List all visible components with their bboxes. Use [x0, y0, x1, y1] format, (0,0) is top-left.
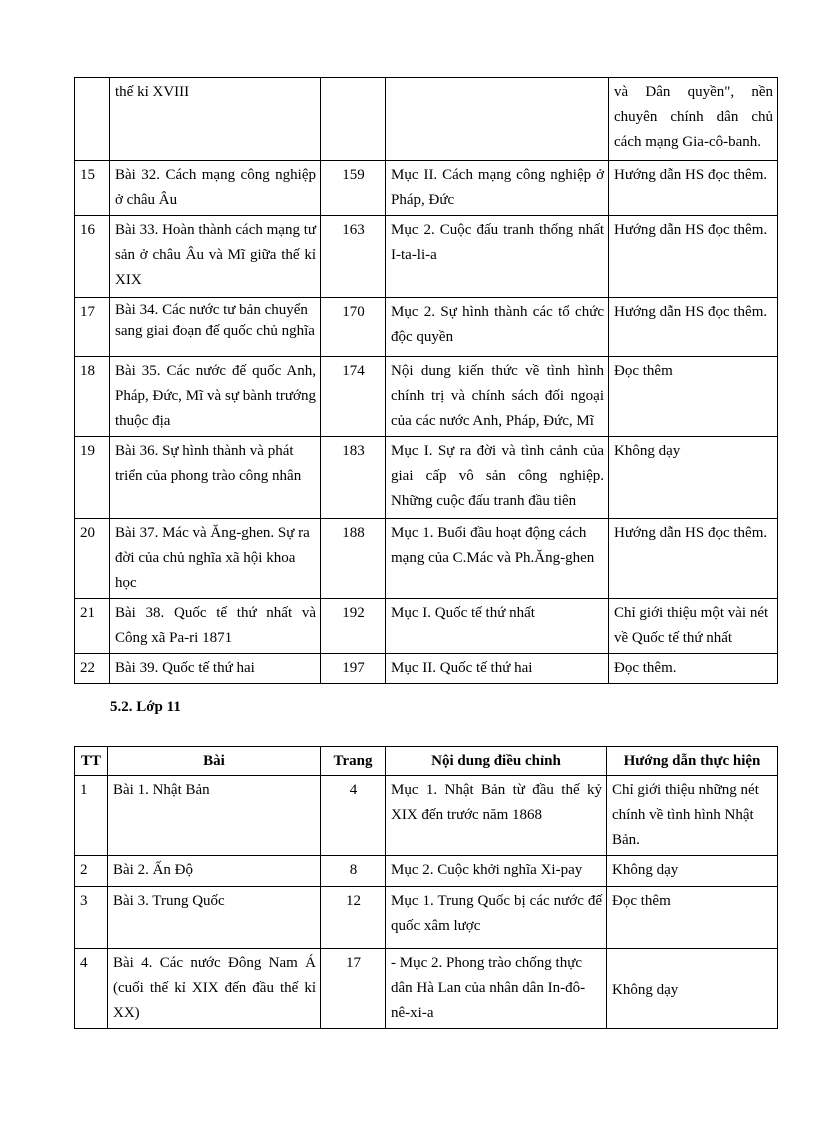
table-row	[75, 599, 778, 654]
cell-huongdan: Hướng dẫn HS đọc thêm.	[609, 161, 778, 216]
cell-bai: Bài 38. Quốc tế thứ nhất và Công xã Pa-ri 1871	[110, 599, 321, 654]
table-row	[75, 654, 778, 684]
cell-tt: 19	[75, 437, 110, 519]
cell-tt: 4	[75, 949, 108, 1029]
cell-noidung	[386, 78, 609, 161]
cell-bai: Bài 35. Các nước đế quốc Anh, Pháp, Đức, Mĩ và sự bành trướng thuộc địa	[110, 357, 321, 437]
cell-huongdan: Đọc thêm	[609, 357, 778, 437]
cell-huongdan: Hướng dẫn HS đọc thêm.	[609, 216, 778, 298]
cell-tt: 22	[75, 654, 110, 684]
curriculum-table-grade-11	[74, 746, 778, 1029]
header-noidung: Nội dung điều chỉnh	[386, 747, 607, 776]
table-row	[75, 437, 778, 519]
cell-bai: Bài 2. Ấn Độ	[108, 856, 321, 887]
cell-trang: 163	[321, 216, 386, 298]
header-tt: TT	[75, 747, 108, 776]
cell-noidung: Mục 2. Sự hình thành các tổ chức độc quyền	[386, 298, 609, 357]
table-row	[75, 78, 778, 161]
cell-trang: 197	[321, 654, 386, 684]
cell-tt: 1	[75, 776, 108, 856]
section-title: 5.2. Lớp 11	[110, 699, 181, 715]
table-row	[75, 887, 778, 949]
cell-tt: 15	[75, 161, 110, 216]
cell-bai: Bài 37. Mác và Ăng-ghen. Sự ra đời của chủ nghĩa xã hội khoa học	[110, 519, 321, 599]
cell-noidung: Mục I. Quốc tế thứ nhất	[386, 599, 609, 654]
cell-tt: 16	[75, 216, 110, 298]
cell-trang: 170	[321, 298, 386, 357]
cell-huongdan: Chỉ giới thiệu những nét chính về tình hình Nhật Bản.	[607, 776, 778, 856]
table-row	[75, 357, 778, 437]
table-row	[75, 519, 778, 599]
cell-bai: thế kỉ XVIII	[110, 78, 321, 161]
cell-noidung: Mục 1. Nhật Bản từ đầu thế kỷ XIX đến trước năm 1868	[386, 776, 607, 856]
cell-huongdan: Đọc thêm.	[609, 654, 778, 684]
cell-trang: 159	[321, 161, 386, 216]
cell-noidung: Mục 1. Buổi đầu hoạt động cách mạng của C.Mác và Ph.Ăng-ghen	[386, 519, 609, 599]
cell-bai: Bài 4. Các nước Đông Nam Á (cuối thế kỉ XIX đến đầu thế kỉ XX)	[108, 949, 321, 1029]
cell-trang	[321, 78, 386, 161]
cell-tt	[75, 78, 110, 161]
cell-trang: 8	[321, 856, 386, 887]
cell-tt: 3	[75, 887, 108, 949]
header-huongdan: Hướng dẫn thực hiện	[607, 747, 778, 776]
cell-bai: Bài 39. Quốc tế thứ hai	[110, 654, 321, 684]
header-trang: Trang	[321, 747, 386, 776]
cell-tt: 2	[75, 856, 108, 887]
cell-trang: 183	[321, 437, 386, 519]
cell-noidung: Mục 2. Cuộc đấu tranh thống nhất I-ta-li-a	[386, 216, 609, 298]
cell-tt: 21	[75, 599, 110, 654]
cell-huongdan: Hướng dẫn HS đọc thêm.	[609, 519, 778, 599]
cell-noidung: Mục I. Sự ra đời và tình cảnh của giai cấp vô sản công nghiệp. Những cuộc đấu tranh đầu tiên	[386, 437, 609, 519]
header-bai: Bài	[108, 747, 321, 776]
cell-huongdan: Chỉ giới thiệu một vài nét về Quốc tế thứ nhất	[609, 599, 778, 654]
cell-tt: 20	[75, 519, 110, 599]
cell-bai: Bài 3. Trung Quốc	[108, 887, 321, 949]
cell-trang: 192	[321, 599, 386, 654]
cell-noidung: Mục 1. Trung Quốc bị các nước đế quốc xâm lược	[386, 887, 607, 949]
cell-huongdan: Không dạy	[607, 949, 778, 1029]
cell-trang: 174	[321, 357, 386, 437]
table-row	[75, 856, 778, 887]
cell-bai: Bài 36. Sự hình thành và phát triển của phong trào công nhân	[110, 437, 321, 519]
table-row	[75, 216, 778, 298]
table-header-row	[75, 747, 778, 776]
cell-trang: 4	[321, 776, 386, 856]
cell-bai: Bài 32. Cách mạng công nghiệp ở châu Âu	[110, 161, 321, 216]
table-row	[75, 161, 778, 216]
cell-huongdan: Không dạy	[607, 856, 778, 887]
cell-huongdan: Đọc thêm	[607, 887, 778, 949]
cell-bai: Bài 1. Nhật Bản	[108, 776, 321, 856]
cell-trang: 188	[321, 519, 386, 599]
cell-noidung: Mục II. Quốc tế thứ hai	[386, 654, 609, 684]
cell-trang: 12	[321, 887, 386, 949]
cell-huongdan: và Dân quyền", nền chuyên chính dân chủ cách mạng Gia-cô-banh.	[609, 78, 778, 161]
table-row	[75, 298, 778, 357]
cell-noidung: Mục II. Cách mạng công nghiệp ở Pháp, Đức	[386, 161, 609, 216]
cell-huongdan: Không dạy	[609, 437, 778, 519]
cell-bai: Bài 33. Hoàn thành cách mạng tư sản ở châu Âu và Mĩ giữa thế kỉ XIX	[110, 216, 321, 298]
cell-tt: 17	[75, 298, 110, 357]
cell-noidung: Nội dung kiến thức về tình hình chính trị và chính sách đối ngoại của các nước Anh, Pháp, Đức, Mĩ	[386, 357, 609, 437]
table-row	[75, 949, 778, 1029]
curriculum-table-grade-10-continued	[74, 77, 778, 684]
cell-noidung: Mục 2. Cuộc khởi nghĩa Xi-pay	[386, 856, 607, 887]
cell-trang: 17	[321, 949, 386, 1029]
cell-huongdan: Hướng dẫn HS đọc thêm.	[609, 298, 778, 357]
cell-tt: 18	[75, 357, 110, 437]
cell-noidung: - Mục 2. Phong trào chống thực dân Hà Lan của nhân dân In-đô-nê-xi-a	[386, 949, 607, 1029]
cell-bai: Bài 34. Các nước tư bản chuyển sang giai đoạn đế quốc chủ nghĩa	[110, 298, 321, 357]
table-row	[75, 776, 778, 856]
